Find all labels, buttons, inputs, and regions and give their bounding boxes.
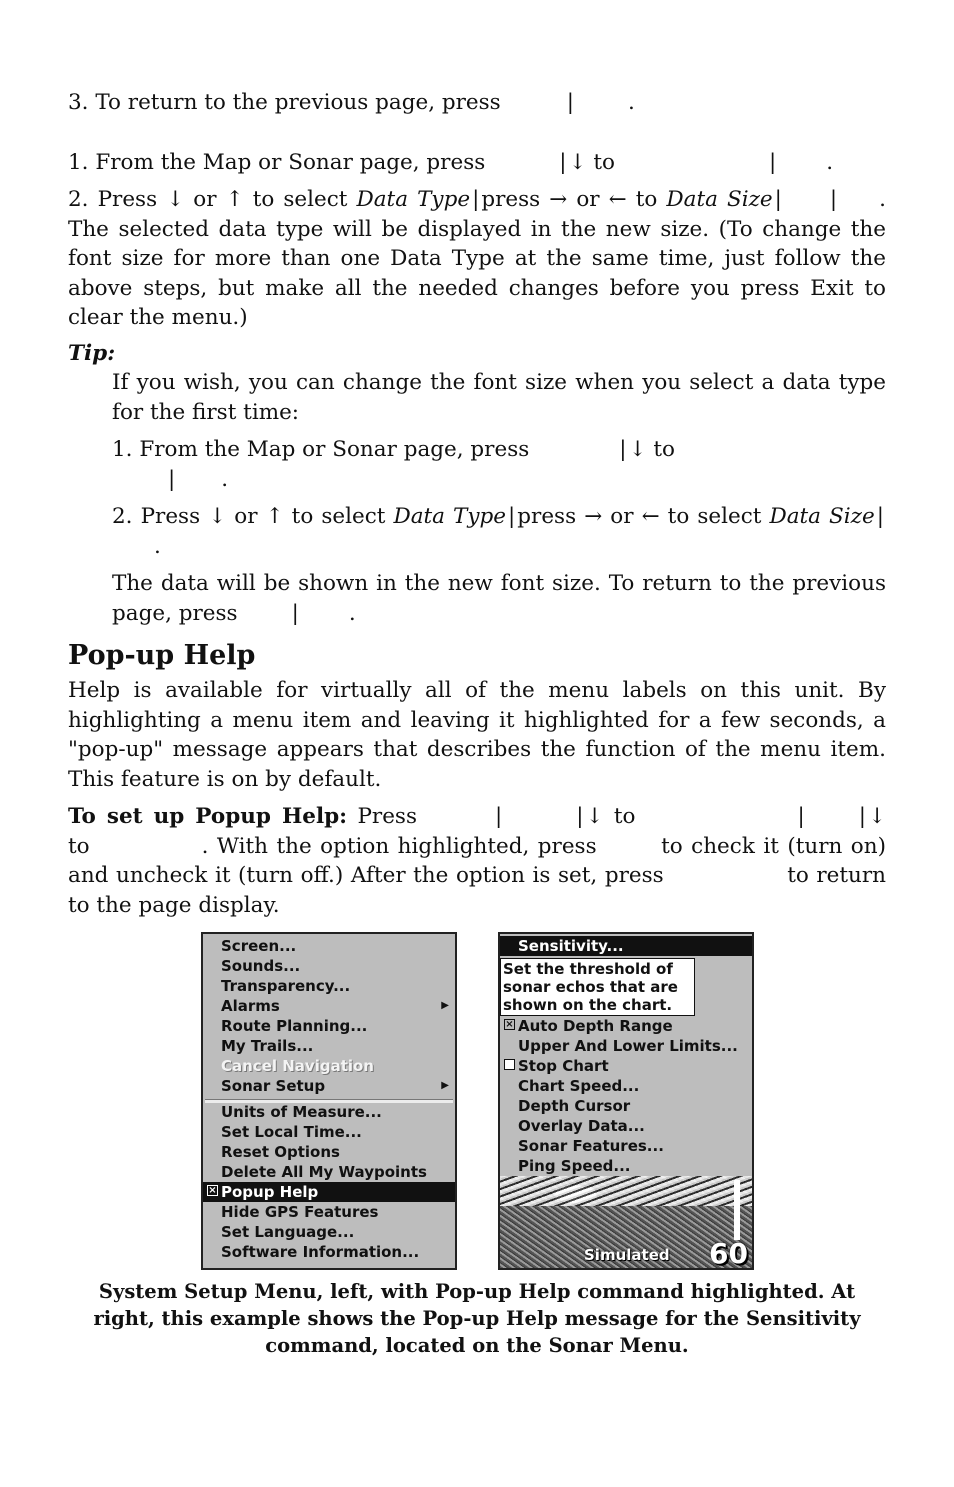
- simulated-label: Simulated: [584, 1246, 670, 1264]
- menu-item-software-information[interactable]: Software Information...: [221, 1243, 420, 1261]
- menu-item-set-local-time[interactable]: Set Local Time...: [221, 1123, 362, 1141]
- menu-item-hide-gps-features[interactable]: Hide GPS Features: [221, 1203, 379, 1221]
- sonar-chart-image: [500, 1176, 752, 1268]
- menu-item-my-trails[interactable]: My Trails...: [221, 1037, 314, 1055]
- system-setup-menu-screen: [201, 932, 457, 1270]
- menu-item-set-language[interactable]: Set Language...: [221, 1223, 355, 1241]
- menu-item-delete-all-waypoints[interactable]: Delete All My Waypoints: [221, 1163, 427, 1181]
- sonar-surface-clutter: [500, 1176, 752, 1206]
- popup-help-message: Set the threshold of sonar echos that are shown on the chart.: [500, 958, 695, 1016]
- screenshots: [0, 932, 954, 1272]
- menu-item-upper-lower-limits[interactable]: Upper And Lower Limits...: [518, 1037, 738, 1055]
- menu-item-transparency[interactable]: Transparency...: [221, 977, 351, 995]
- menu-item-alarms[interactable]: Alarms ▶: [221, 997, 449, 1015]
- return-step: 3. To return to the previous page, press | .: [68, 90, 635, 115]
- depth-scale-bar: [734, 1180, 740, 1240]
- menu-item-auto-depth-range[interactable]: × Auto Depth Range: [505, 1017, 673, 1035]
- tip-intro: If you wish, you can change the font size when you select a data type for the first time:: [112, 370, 886, 425]
- sonar-menu-screen: [498, 932, 754, 1270]
- font-step-1: 1. From the Map or Sonar page, press |↓ to | .: [68, 149, 834, 175]
- section-heading-popup-help: Pop-up Help: [68, 640, 256, 671]
- menu-item-depth-cursor[interactable]: Depth Cursor: [518, 1097, 631, 1115]
- tip-step-1: 1. From the Map or Sonar page, press |↓ to | .: [112, 437, 675, 492]
- checkbox-unchecked-icon: [504, 1059, 515, 1070]
- menu-item-screen[interactable]: Screen...: [221, 937, 297, 955]
- menu-item-popup-help[interactable]: × Popup Help: [203, 1182, 455, 1202]
- menu-item-sonar-features[interactable]: Sonar Features...: [518, 1137, 664, 1155]
- menu-item-ping-speed[interactable]: Ping Speed...: [518, 1157, 631, 1175]
- submenu-arrow-icon: ▶: [441, 1080, 449, 1091]
- menu-item-overlay-data[interactable]: Overlay Data...: [518, 1117, 645, 1135]
- menu-item-route-planning[interactable]: Route Planning...: [221, 1017, 368, 1035]
- depth-readout: 60: [709, 1237, 748, 1270]
- tip-closing: The data will be shown in the new font size. To return to the previous page, press | .: [112, 571, 886, 626]
- menu-item-sonar-setup[interactable]: Sonar Setup ▶: [221, 1077, 449, 1095]
- tip-block: [112, 368, 886, 628]
- tip-label: Tip:: [68, 340, 116, 366]
- menu-item-reset-options[interactable]: Reset Options: [221, 1143, 340, 1161]
- submenu-arrow-icon: ▶: [441, 1000, 449, 1011]
- menu-item-chart-speed[interactable]: Chart Speed...: [518, 1077, 640, 1095]
- font-step-2: 2. Press ↓ or ↑ to select Data Type|press → or ← to Data Size| | . The selected data type will be displayed in the new size. (To change the font size for more than one Data Type at the same time, just follow the above steps, but make all the needed changes before you press Exit to clear the menu.): [68, 187, 886, 330]
- checkbox-checked-icon: ×: [208, 1185, 217, 1196]
- popup-help-intro: Help is available for virtually all of the menu labels on this unit. By highlighting a menu item and leaving it highlighted for a few seconds, a "pop-up" message appears that describes the function of the menu item. This feature is on by default.: [68, 678, 886, 792]
- document-body: [68, 88, 886, 920]
- menu-item-sensitivity[interactable]: Sensitivity...: [500, 936, 752, 956]
- checkbox-checked-icon: ×: [505, 1019, 514, 1030]
- figure-caption: System Setup Menu, left, with Pop-up Help command highlighted. At right, this example shows the Pop-up Help message for the Sensitivity command, located on the Sonar Menu.: [93, 1280, 861, 1357]
- menu-item-cancel-navigation: Cancel Navigation: [221, 1057, 374, 1075]
- menu-item-stop-chart[interactable]: Stop Chart: [500, 1056, 752, 1076]
- menu-item-units-of-measure[interactable]: Units of Measure...: [221, 1103, 382, 1121]
- tip-step-2: 2. Press ↓ or ↑ to select Data Type|press → or ← to select Data Size|.: [112, 504, 884, 559]
- popup-help-setup: To set up Popup Help: Press | |↓ to | |↓ to . With the option highlighted, press to check it (turn on) and uncheck it (turn off.) After the option is set, press to return to the page display.: [68, 804, 887, 918]
- menu-item-sounds[interactable]: Sounds...: [221, 957, 301, 975]
